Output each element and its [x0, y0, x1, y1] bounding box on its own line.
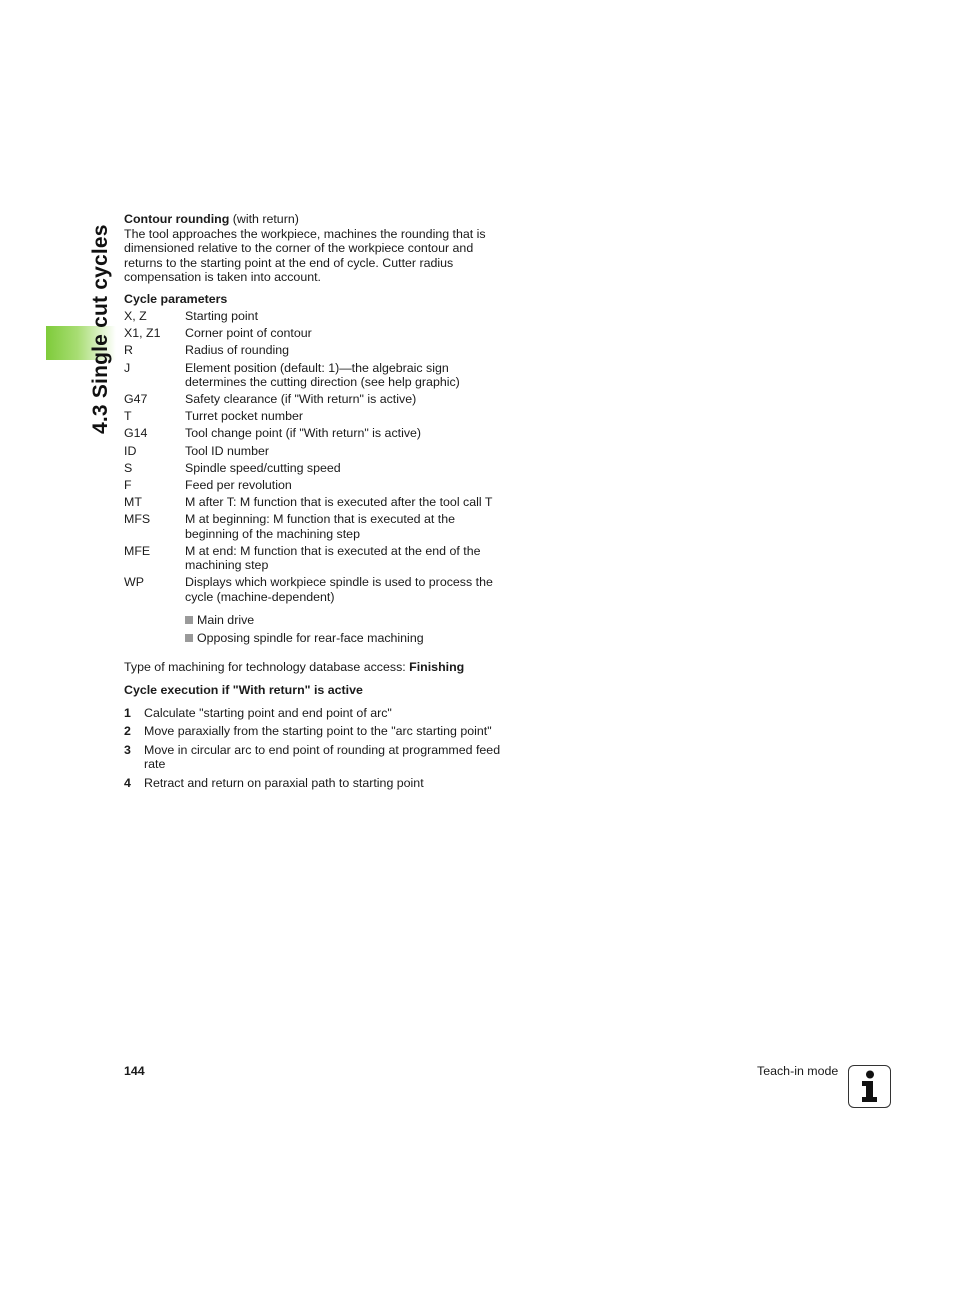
step-number: 2 [124, 724, 131, 738]
intro-heading-bold: Contour rounding [124, 212, 230, 226]
param-desc: cycle (machine-dependent) [185, 590, 335, 604]
param-key: G47 [124, 392, 148, 406]
param-desc: Safety clearance (if "With return" is active) [185, 392, 417, 406]
param-key: X, Z [124, 309, 147, 323]
square-bullet-icon [185, 616, 193, 624]
intro-line: returns to the starting point at the end of cycle. Cutter radius [124, 256, 454, 270]
step-number: 3 [124, 743, 131, 757]
param-key: MFS [124, 512, 151, 526]
step-text: Move in circular arc to end point of rounding at programmed feed [144, 743, 501, 757]
info-glyph [849, 1066, 889, 1106]
option-item [185, 613, 525, 627]
intro-heading-rest: (with return) [229, 212, 299, 226]
execution-heading: Cycle execution if "With return" is active [124, 683, 363, 697]
param-key: S [124, 461, 133, 475]
step-text: Calculate "starting point and end point of arc" [144, 706, 392, 720]
param-key: MT [124, 495, 142, 509]
param-key: R [124, 343, 133, 357]
param-desc: machining step [185, 558, 269, 572]
option-item [185, 631, 525, 645]
option-label: Opposing spindle for rear-face machining [197, 631, 424, 645]
param-desc: beginning of the machining step [185, 527, 360, 541]
section-name: Teach-in mode [757, 1064, 839, 1078]
option-label: Main drive [197, 613, 255, 627]
params-heading: Cycle parameters [124, 292, 228, 306]
param-desc: Turret pocket number [185, 409, 303, 423]
step-number: 4 [124, 776, 131, 790]
info-icon [848, 1065, 891, 1108]
param-desc: Starting point [185, 309, 259, 323]
param-key: ID [124, 444, 137, 458]
param-desc: determines the cutting direction (see help graphic) [185, 375, 460, 389]
step-text: Retract and return on paraxial path to starting point [144, 776, 424, 790]
step-number: 1 [124, 706, 131, 720]
param-desc: Corner point of contour [185, 326, 312, 340]
step-text: rate [144, 757, 166, 771]
param-desc: M after T: M function that is executed after the tool call T [185, 495, 493, 509]
param-desc: Radius of rounding [185, 343, 290, 357]
machining-type-label: Type of machining for technology database access: [124, 660, 410, 674]
intro-line: compensation is taken into account. [124, 270, 321, 284]
square-bullet-icon [185, 634, 193, 642]
param-key: T [124, 409, 132, 423]
param-key: J [124, 361, 131, 375]
param-key: WP [124, 575, 144, 589]
param-desc: Tool ID number [185, 444, 270, 458]
intro-heading [124, 212, 299, 226]
param-desc: M at beginning: M function that is executed at the [185, 512, 456, 526]
param-desc: Element position (default: 1)—the algebraic sign [185, 361, 449, 375]
param-key: MFE [124, 544, 151, 558]
param-desc: Feed per revolution [185, 478, 292, 492]
param-desc: M at end: M function that is executed at the end of the [185, 544, 481, 558]
intro-line: The tool approaches the workpiece, machines the rounding that is [124, 227, 486, 241]
param-key: X1, Z1 [124, 326, 161, 340]
chapter-title: 4.3 Single cut cycles [89, 224, 112, 434]
step-text: Move paraxially from the starting point to the "arc starting point" [144, 724, 492, 738]
param-desc: Displays which workpiece spindle is used to process the [185, 575, 493, 589]
param-desc: Tool change point (if "With return" is active) [185, 426, 422, 440]
param-key: G14 [124, 426, 148, 440]
intro-line: dimensioned relative to the corner of the workpiece contour and [124, 241, 474, 255]
machining-type-value: Finishing [409, 660, 465, 674]
machining-type [124, 660, 464, 674]
page-number: 144 [124, 1064, 145, 1078]
param-key: F [124, 478, 132, 492]
param-desc: Spindle speed/cutting speed [185, 461, 341, 475]
